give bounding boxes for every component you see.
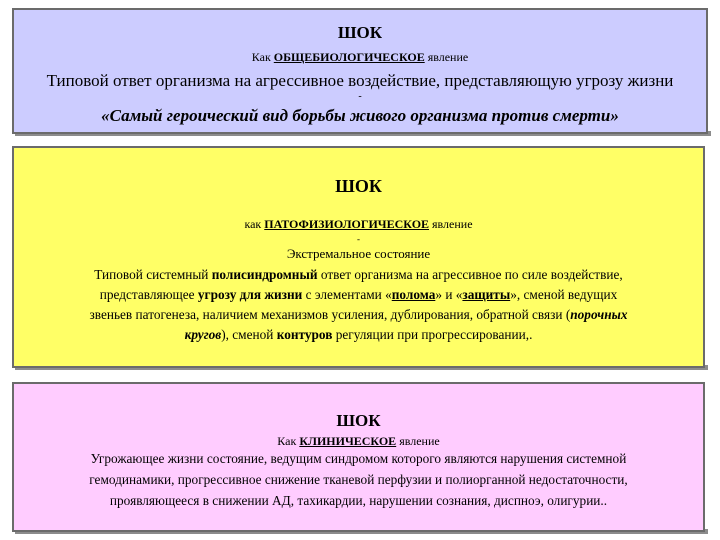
block2-paragraph-line1: Типовой системный полисиндромный ответ организма на агрессивное по силе воздействие, xyxy=(94,267,623,282)
block2-paragraph-line4: кругов), сменой контуров регуляции при прогрессировании,. xyxy=(184,327,533,342)
block1-quote: «Самый героический вид борьбы живого организма против смерти» xyxy=(101,106,619,125)
block2-paragraph-line3: звеньев патогенеза, наличием механизмов усиления, дублирования, обратной связи (порочных xyxy=(89,307,628,322)
block2-kind-word: ПАТОФИЗИОЛОГИЧЕСКОЕ xyxy=(264,217,430,231)
pathophysiological-shock-box xyxy=(12,146,705,368)
block2-title: ШОК xyxy=(335,176,382,196)
block1-dash: - xyxy=(358,91,362,102)
block2-kind: как ПАТОФИЗИОЛОГИЧЕСКОЕ явление xyxy=(244,217,473,231)
general-biological-shock-box xyxy=(12,8,708,134)
block3-kind-word: КЛИНИЧЕСКОЕ xyxy=(299,434,397,448)
block3-line2: гемодинамики, прогрессивное снижение тканевой перфузии и полиорганной недостаточности, xyxy=(89,472,628,487)
block2-subtitle: Экстремальное состояние xyxy=(286,246,431,261)
block3-line1: Угрожающее жизни состояние, ведущим синдромом которого являются нарушения системной xyxy=(90,451,627,466)
block3-title: ШОК xyxy=(336,411,381,430)
block3-line3: проявляющееся в снижении АД, тахикардии, нарушении сознания, диспноэ, олигурии.. xyxy=(109,493,608,508)
block1-kind-word: ОБЩЕБИОЛОГИЧЕСКОЕ xyxy=(273,50,425,64)
block3-kind: Как КЛИНИЧЕСКОЕ явление xyxy=(277,434,440,448)
block2-paragraph-line2: представляющее угрозу для жизни с элементами «полома» и «защиты», сменой ведущих xyxy=(99,287,618,302)
block1-definition: Типовой ответ организма на агрессивное воздействие, представляющую угрозу жизни xyxy=(46,71,674,90)
clinical-shock-box xyxy=(12,382,705,532)
block1-title: ШОК xyxy=(337,23,383,42)
block1-kind: Как ОБЩЕБИОЛОГИЧЕСКОЕ явление xyxy=(251,50,469,64)
block2-dash: - xyxy=(357,234,360,244)
